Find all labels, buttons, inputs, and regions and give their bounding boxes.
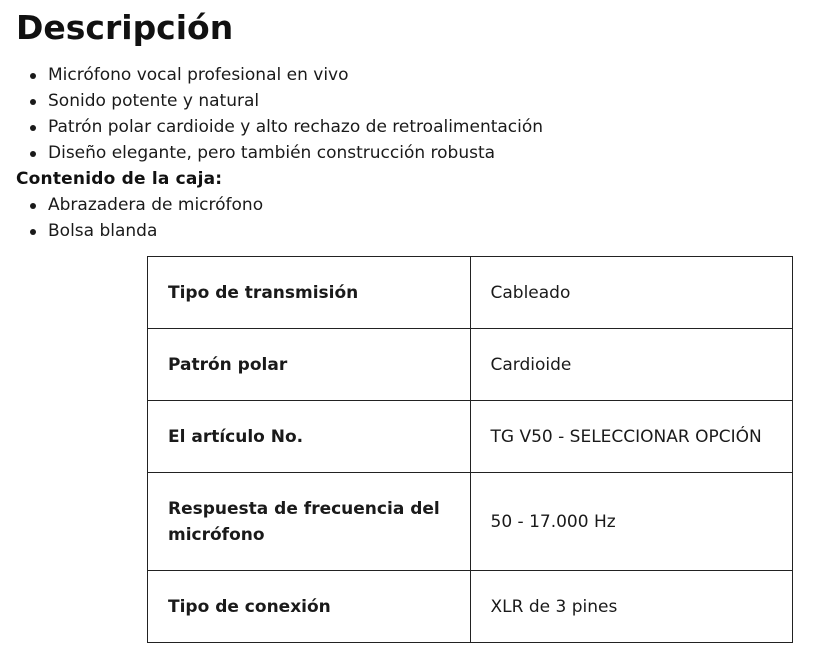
list-item-text: Micrófono vocal profesional en vivo (48, 65, 349, 85)
spec-value: Cableado (470, 257, 793, 329)
list-item (48, 88, 543, 114)
bullet-icon (30, 73, 36, 79)
list-item-text: Diseño elegante, pero también construcción robusta (48, 143, 496, 163)
spec-label: El artículo No. (148, 401, 471, 473)
table-row (148, 257, 793, 329)
box-contents-heading: Contenido de la caja: (16, 169, 223, 189)
spec-label: Patrón polar (148, 329, 471, 401)
features-list (48, 62, 543, 166)
list-item (48, 192, 263, 218)
spec-label: Tipo de transmisión (148, 257, 471, 329)
spec-value: TG V50 - SELECCIONAR OPCIÓN (470, 401, 793, 473)
table-row (148, 473, 793, 571)
list-item (48, 218, 263, 244)
box-contents-list (48, 192, 263, 244)
list-item (48, 114, 543, 140)
bullet-icon (30, 229, 36, 235)
page-title: Descripción (16, 8, 234, 47)
specs-table (147, 256, 793, 643)
bullet-icon (30, 203, 36, 209)
bullet-icon (30, 151, 36, 157)
list-item-text: Sonido potente y natural (48, 91, 260, 111)
list-item (48, 62, 543, 88)
spec-label: Respuesta de frecuencia del micrófono (148, 473, 471, 571)
table-row (148, 401, 793, 473)
spec-value: Cardioide (470, 329, 793, 401)
bullet-icon (30, 125, 36, 131)
list-item-text: Abrazadera de micrófono (48, 195, 264, 215)
spec-value: 50 - 17.000 Hz (470, 473, 793, 571)
table-row (148, 329, 793, 401)
spec-value: XLR de 3 pines (470, 571, 793, 643)
bullet-icon (30, 99, 36, 105)
list-item-text: Patrón polar cardioide y alto rechazo de retroalimentación (48, 117, 544, 137)
list-item-text: Bolsa blanda (48, 221, 158, 241)
list-item (48, 140, 543, 166)
table-row (148, 571, 793, 643)
spec-label: Tipo de conexión (148, 571, 471, 643)
